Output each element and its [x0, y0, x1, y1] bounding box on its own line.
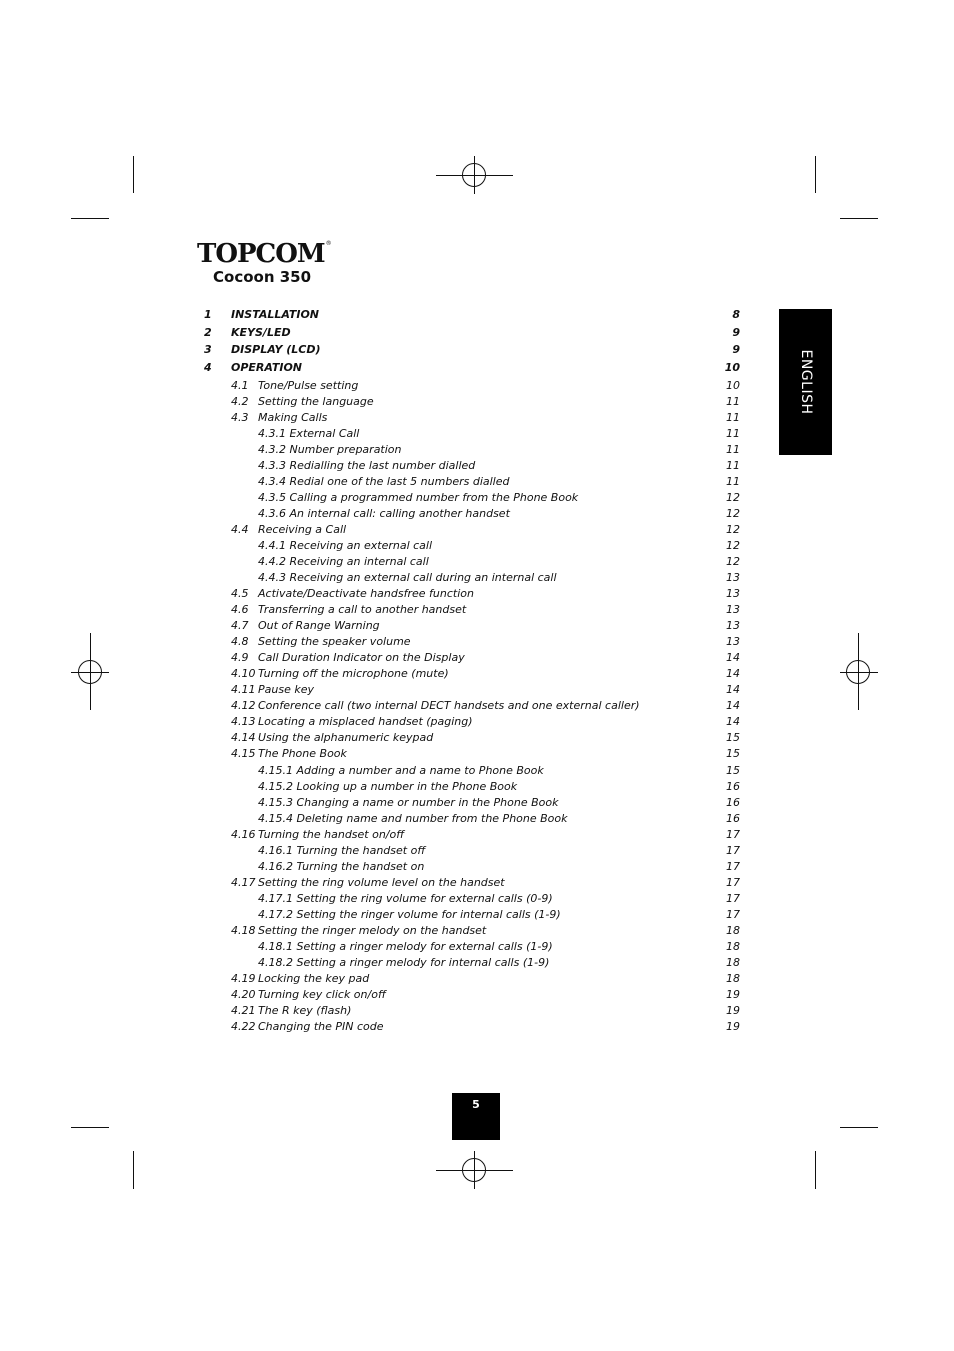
toc-entry-page: 13 [726, 619, 740, 633]
toc-entry [0, 795, 954, 811]
toc-entry-number: 4.8 [231, 635, 249, 649]
toc-entry-title: 4.15.4 Deleting name and number from the Phone Book [258, 811, 568, 825]
toc-entry-number: 4.7 [231, 619, 249, 633]
toc-entry-page: 11 [726, 394, 740, 408]
toc-entry-title: 4.3.5 Calling a programmed number from the Phone Book [258, 491, 579, 504]
toc-entry-page: 16 [726, 795, 740, 809]
page-number-box [452, 1093, 500, 1140]
toc-entry-title: Activate/Deactivate handsfree function [258, 587, 474, 601]
toc-entry [0, 811, 954, 827]
toc-entry-title: 4.4.3 Receiving an external call during an internal call [258, 571, 557, 585]
toc-entry-title: Setting the speaker volume [258, 635, 411, 649]
toc-entry-title: 4.4.1 Receiving an external call [258, 539, 433, 553]
toc-entry-page: 15 [726, 747, 740, 761]
language-tab-label: ENGLISH [797, 349, 814, 415]
toc-entry [0, 779, 954, 795]
toc-entry [0, 875, 954, 891]
toc-entry-title: Setting the ring volume level on the handset [258, 875, 505, 889]
toc-entry-number: 4.13 [231, 715, 256, 729]
toc-entry-page: 18 [726, 939, 740, 953]
toc-entry-title: 4.15.1 Adding a number and a name to Phone Book [258, 763, 544, 777]
toc-entry-title: 4.3.3 Redialling the last number dialled [258, 458, 476, 472]
toc-entry [0, 522, 954, 538]
toc-entry-page: 19 [726, 1003, 740, 1017]
toc-entry-title: Turning off the microphone (mute) [258, 667, 449, 681]
toc-entry [0, 1019, 954, 1035]
toc-entry [0, 602, 954, 618]
toc-entry-number: 4.1 [231, 378, 249, 392]
toc-entry-page: 12 [726, 491, 740, 504]
toc-entry-number: 4.20 [231, 987, 256, 1001]
toc-entry-title: 4.15.3 Changing a name or number in the Phone Book [258, 795, 559, 809]
toc-entry-page: 11 [726, 426, 740, 440]
toc-entry-number: 4.15 [231, 747, 256, 761]
toc-entry-page: 14 [726, 651, 740, 665]
toc-entry-title: 4.16.2 Turning the handset on [258, 859, 425, 873]
toc-entry-title: Call Duration Indicator on the Display [258, 651, 465, 665]
toc-entry-title: OPERATION [231, 361, 303, 375]
toc-entry-number: 4.12 [231, 699, 256, 713]
toc-entry-title: The Phone Book [258, 747, 347, 761]
toc-entry [0, 682, 954, 698]
toc-entry-page: 17 [726, 843, 740, 857]
toc-entry-page: 13 [726, 587, 740, 601]
toc-entry-page: 16 [726, 779, 740, 793]
toc-entry [0, 570, 954, 586]
toc-entry-page: 17 [726, 875, 740, 889]
toc-entry-page: 11 [726, 442, 740, 456]
toc-entry-title: Using the alphanumeric keypad [258, 731, 434, 745]
toc-entry-number: 4.21 [231, 1003, 256, 1017]
toc-entry-page: 16 [726, 811, 740, 825]
toc-entry-page: 19 [726, 1020, 740, 1033]
toc-entry-title: 4.15.2 Looking up a number in the Phone Book [258, 779, 518, 793]
toc-entry-number: 4.19 [231, 971, 256, 985]
logo-text: TOPCOM [197, 239, 325, 269]
toc-entry-title: The R key (flash) [258, 1003, 352, 1017]
toc-entry [0, 698, 954, 714]
toc-entry-title: Turning key click on/off [258, 987, 386, 1001]
toc-entry [0, 843, 954, 859]
toc-entry-number: 4.11 [231, 683, 256, 697]
toc-entry [0, 971, 954, 987]
model-name: Cocoon 350 [213, 268, 312, 286]
toc-entry-number: 4.22 [231, 1020, 256, 1033]
toc-entry-title: Out of Range Warning [258, 619, 380, 633]
toc-entry-number: 4.18 [231, 923, 256, 937]
toc-entry-page: 19 [726, 987, 740, 1001]
toc-entry [0, 458, 954, 474]
toc-entry [0, 650, 954, 666]
toc-entry-title: Pause key [258, 683, 314, 697]
toc-entry-number: 4.9 [231, 651, 249, 665]
toc-entry-page: 17 [726, 859, 740, 873]
toc-entry-title: Setting the ringer melody on the handset [258, 923, 487, 937]
toc-entry-title: 4.18.2 Setting a ringer melody for internal calls (1-9) [258, 955, 550, 969]
toc-entry-title: Setting the language [258, 394, 374, 408]
toc-entry-title: Making Calls [258, 410, 328, 424]
toc-entry-title: DISPLAY (LCD) [231, 343, 321, 357]
language-tab [779, 309, 832, 455]
toc-entry-page: 15 [726, 731, 740, 745]
toc-entry-title: 4.17.2 Setting the ringer volume for internal calls (1-9) [258, 907, 561, 921]
toc-entry-page: 13 [726, 635, 740, 649]
toc-entry [0, 634, 954, 650]
toc-entry-title: 4.18.1 Setting a ringer melody for external calls (1-9) [258, 939, 553, 953]
toc-entry-title: INSTALLATION [231, 308, 320, 321]
toc-entry-title: Tone/Pulse setting [258, 378, 359, 392]
toc-entry-title: Conference call (two internal DECT handsets and one external caller) [258, 699, 640, 713]
toc-entry-page: 12 [726, 523, 740, 537]
toc-entry-number: 4.4 [231, 523, 249, 537]
toc-entry [0, 939, 954, 955]
toc-entry [0, 506, 954, 522]
toc-entry [0, 763, 954, 779]
toc-entry-title: 4.3.1 External Call [258, 426, 360, 440]
toc-entry-title: 4.3.6 An internal call: calling another handset [258, 507, 510, 521]
toc-entry-title: KEYS/LED [231, 325, 291, 339]
toc-entry-page: 14 [726, 667, 740, 681]
toc-entry [0, 586, 954, 602]
toc-entry-page: 12 [726, 507, 740, 521]
toc-entry-number: 4.6 [231, 603, 249, 617]
toc-entry [0, 538, 954, 554]
toc-entry [0, 827, 954, 843]
toc-entry [0, 746, 954, 762]
toc-entry-page: 14 [726, 715, 740, 729]
toc-entry-title: 4.17.1 Setting the ring volume for external calls (0-9) [258, 891, 553, 905]
toc-entry-page: 12 [726, 555, 740, 569]
registered-mark: ® [325, 240, 331, 247]
toc-entry [0, 859, 954, 875]
page-number: 5 [472, 1098, 480, 1111]
toc-entry-page: 11 [726, 474, 740, 488]
toc-entry [0, 666, 954, 682]
toc-entry-page: 9 [732, 325, 740, 339]
toc-entry-title: Turning the handset on/off [258, 827, 405, 841]
toc-entry-number: 4.3 [231, 410, 249, 424]
toc-entry-number: 4.17 [231, 875, 256, 889]
toc-entry [0, 955, 954, 971]
toc-entry-page: 18 [726, 971, 740, 985]
toc-entry-number: 3 [204, 343, 212, 357]
toc-entry [0, 714, 954, 730]
toc-entry-page: 18 [726, 955, 740, 969]
toc-entry-number: 4.10 [231, 667, 256, 681]
toc-entry-page: 12 [726, 539, 740, 553]
toc-entry-page: 13 [726, 603, 740, 617]
toc-entry-title: 4.16.1 Turning the handset off [258, 843, 426, 857]
toc-entry-title: Locking the key pad [258, 971, 370, 985]
toc-entry-page: 17 [726, 827, 740, 841]
toc-entry [0, 618, 954, 634]
toc-entry [0, 923, 954, 939]
toc-entry-page: 14 [726, 699, 740, 713]
toc-entry-page: 10 [726, 378, 740, 392]
toc-entry-title: Receiving a Call [258, 523, 347, 537]
toc-entry [0, 987, 954, 1003]
toc-entry-number: 2 [204, 325, 212, 339]
toc-entry-page: 17 [726, 891, 740, 905]
toc-entry [0, 907, 954, 923]
toc-entry-title: 4.3.2 Number preparation [258, 442, 402, 456]
toc-entry-page: 11 [726, 410, 740, 424]
toc-entry-title: 4.3.4 Redial one of the last 5 numbers dialled [258, 474, 510, 488]
toc-entry [0, 1003, 954, 1019]
toc-entry-title: 4.4.2 Receiving an internal call [258, 555, 429, 569]
toc-entry-number: 4.16 [231, 827, 256, 841]
toc-entry-page: 13 [726, 571, 740, 585]
toc-entry-page: 11 [726, 458, 740, 472]
toc-entry-page: 8 [732, 308, 740, 321]
toc-entry-page: 15 [726, 763, 740, 777]
toc-entry-number: 4.2 [231, 394, 249, 408]
toc-entry [0, 891, 954, 907]
toc-entry [0, 474, 954, 490]
toc-entry-number: 4 [204, 361, 212, 375]
toc-entry-page: 18 [726, 923, 740, 937]
toc-entry [0, 554, 954, 570]
toc-entry [0, 730, 954, 746]
toc-entry-title: Transferring a call to another handset [258, 603, 467, 617]
toc-entry-page: 14 [726, 683, 740, 697]
toc-entry-number: 4.5 [231, 587, 249, 601]
toc-entry-number: 1 [204, 308, 212, 321]
toc-entry [0, 490, 954, 506]
toc-entry-page: 17 [726, 907, 740, 921]
toc-entry-number: 4.14 [231, 731, 256, 745]
toc-entry-page: 10 [724, 361, 740, 375]
toc-entry-title: Changing the PIN code [258, 1020, 384, 1033]
toc-entry-title: Locating a misplaced handset (paging) [258, 715, 473, 729]
toc-entry-page: 9 [732, 343, 740, 357]
